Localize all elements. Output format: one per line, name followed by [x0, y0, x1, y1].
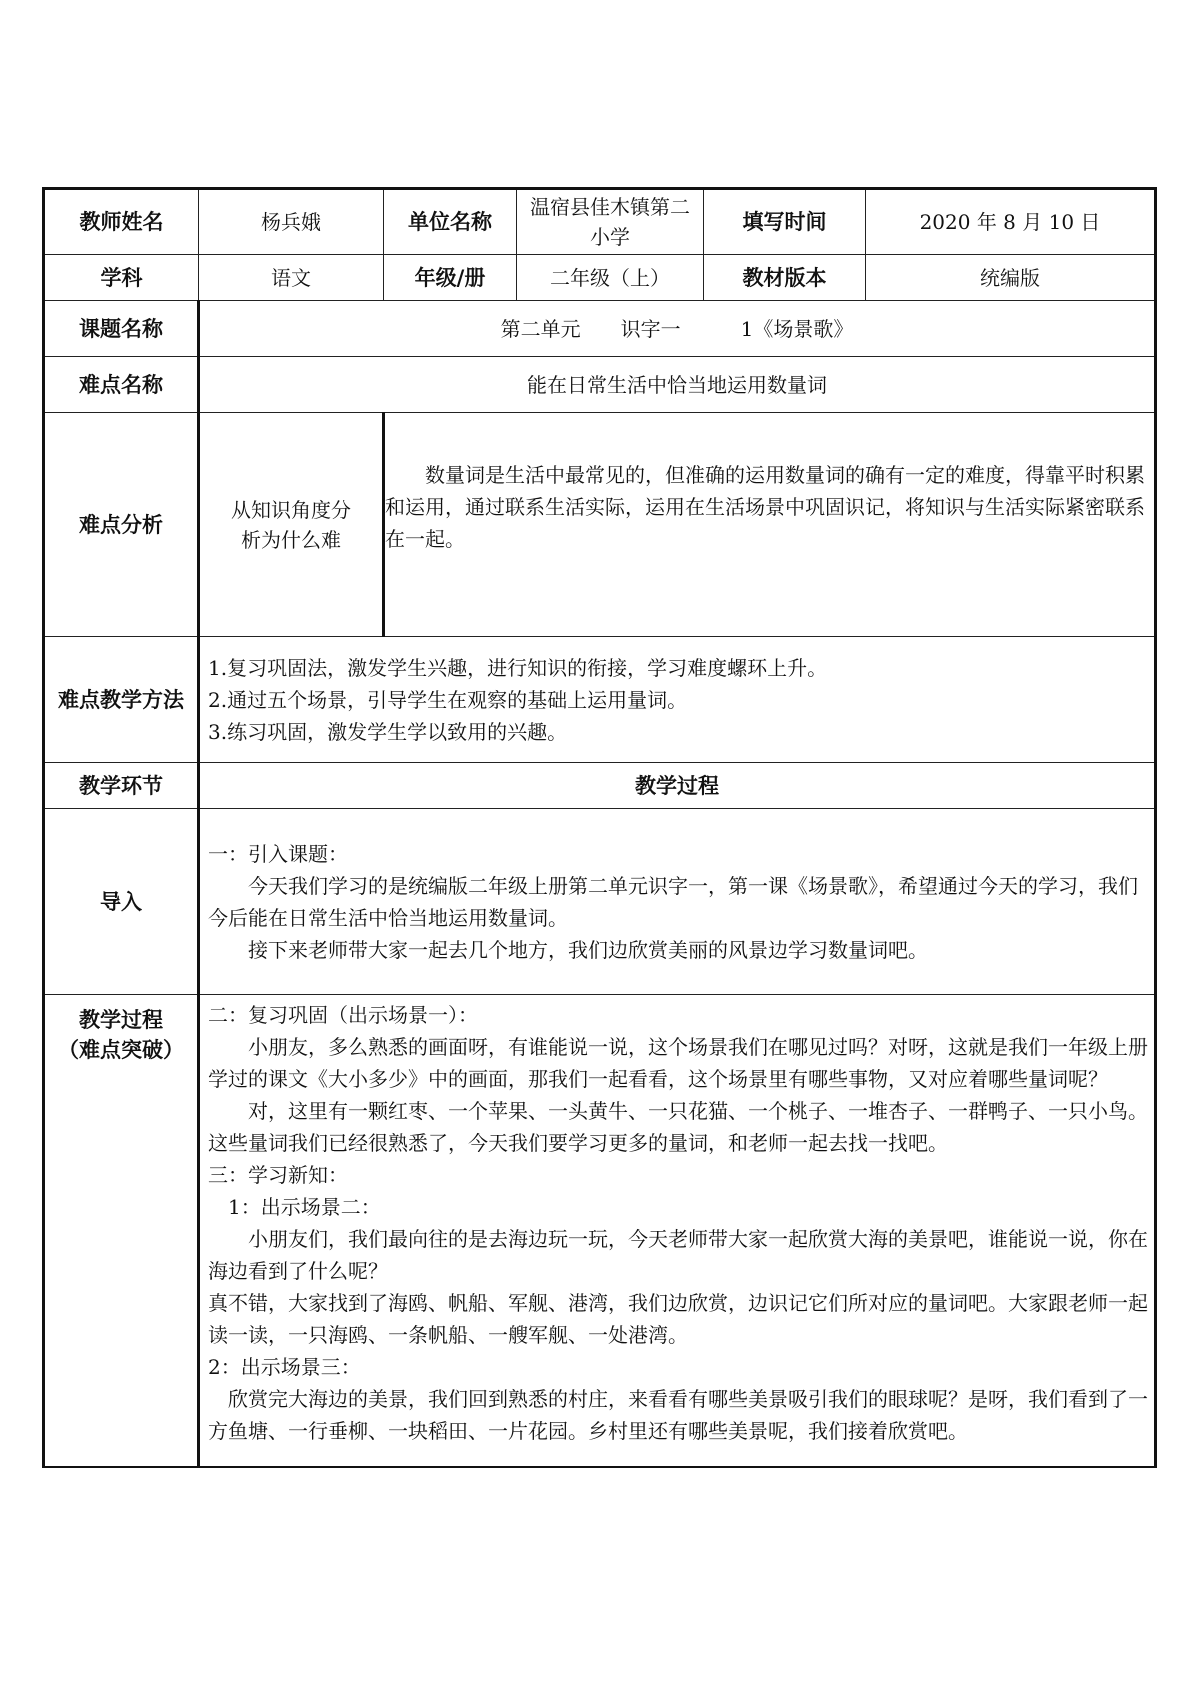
analysis-label: 难点分析: [44, 413, 199, 637]
process-subheading: 1：出示场景二：: [228, 1195, 381, 1219]
unit-name-label: 单位名称: [384, 189, 517, 255]
intro-label: 导入: [44, 809, 199, 995]
intro-paragraph: 今天我们学习的是统编版二年级上册第二单元识字一，第一课《场景歌》，希望通过今天的学习，我们今后能在日常生活中恰当地运用数量词。: [208, 873, 1138, 930]
methods-label: 难点教学方法: [44, 637, 199, 763]
fill-date-label: 填写时间: [704, 189, 866, 255]
teacher-name-label: 教师姓名: [44, 189, 199, 255]
subject-label: 学科: [44, 255, 199, 301]
process-content: [199, 995, 1156, 1467]
analysis-text: 数量词是生活中最常见的，但准确的运用数量词的确有一定的难度，得靠平时积累和运用，通过联系生活实际，运用在生活场景中巩固识记，将知识与生活实际紧密联系在一起。: [384, 413, 1156, 637]
section-header-row: [44, 763, 1156, 809]
topic-label: 课题名称: [44, 301, 199, 357]
analysis-row: [44, 413, 1156, 637]
method-item: 2.通过五个场景，引导学生在观察的基础上运用量词。: [208, 687, 688, 712]
topic-value: 第二单元 识字一 1《场景歌》: [199, 301, 1156, 357]
unit-name-value: 温宿县佳木镇第二小学: [517, 189, 704, 255]
difficulty-label: 难点名称: [44, 357, 199, 413]
methods-list: [199, 637, 1156, 763]
process-paragraph: 小朋友们，我们最向往的是去海边玩一玩，今天老师带大家一起欣赏大海的美景吧，谁能说一说，你在海边看到了什么呢？: [208, 1227, 1148, 1283]
difficulty-row: [44, 357, 1156, 413]
methods-row: [44, 637, 1156, 763]
process-label-sub: （难点突破）: [58, 1038, 184, 1062]
process-label-main: 教学过程: [79, 1008, 163, 1032]
teaching-stage-header: 教学环节: [44, 763, 199, 809]
process-paragraph: 小朋友，多么熟悉的画面呀，有谁能说一说，这个场景我们在哪见过吗？对呀，这就是我们一年级上册学过的课文《大小多少》中的画面，那我们一起看看，这个场景里有哪些事物，又对应着哪些量词呢？: [208, 1035, 1148, 1091]
analysis-sub-label: 从知识角度分析为什么难: [199, 413, 384, 637]
header-row-1: [44, 189, 1156, 255]
subject-value: 语文: [199, 255, 384, 301]
lesson-plan-table: [42, 187, 1157, 1468]
intro-content: [199, 809, 1156, 995]
edition-value: 统编版: [866, 255, 1156, 301]
process-paragraph: 真不错，大家找到了海鸥、帆船、军舰、港湾，我们边欣赏，边识记它们所对应的量词吧。大家跟老师一起读一读，一只海鸥、一条帆船、一艘军舰、一处港湾。: [208, 1291, 1148, 1347]
process-row: [44, 995, 1156, 1467]
grade-value: 二年级（上）: [517, 255, 704, 301]
header-row-2: [44, 255, 1156, 301]
method-item: 3.练习巩固，激发学生学以致用的兴趣。: [208, 719, 568, 744]
intro-heading: 一：引入课题：: [208, 841, 348, 866]
topic-row: [44, 301, 1156, 357]
edition-label: 教材版本: [704, 255, 866, 301]
difficulty-value: 能在日常生活中恰当地运用数量词: [199, 357, 1156, 413]
grade-label: 年级/册: [384, 255, 517, 301]
method-item: 1.复习巩固法，激发学生兴趣，进行知识的衔接，学习难度螺环上升。: [208, 655, 828, 680]
fill-date-value: 2020 年 8 月 10 日: [866, 189, 1156, 255]
intro-row: [44, 809, 1156, 995]
process-heading: 二：复习巩固（出示场景一）：: [208, 1003, 478, 1027]
process-paragraph: 欣赏完大海边的美景，我们回到熟悉的村庄，来看看有哪些美景吸引我们的眼球呢？是呀，我们看到了一方鱼塘、一行垂柳、一块稻田、一片花园。乡村里还有哪些美景呢，我们接着欣赏吧。: [208, 1387, 1148, 1443]
process-label: [44, 995, 199, 1467]
process-paragraph: 对，这里有一颗红枣、一个苹果、一头黄牛、一只花猫、一个桃子、一堆杏子、一群鸭子、一只小鸟。这些量词我们已经很熟悉了，今天我们要学习更多的量词，和老师一起去找一找吧。: [208, 1099, 1148, 1155]
teaching-process-header: 教学过程: [199, 763, 1156, 809]
process-subheading: 2：出示场景三：: [208, 1355, 361, 1379]
teacher-name-value: 杨兵娥: [199, 189, 384, 255]
process-heading: 三：学习新知：: [208, 1163, 348, 1187]
intro-paragraph: 接下来老师带大家一起去几个地方，我们边欣赏美丽的风景边学习数量词吧。: [248, 937, 928, 962]
